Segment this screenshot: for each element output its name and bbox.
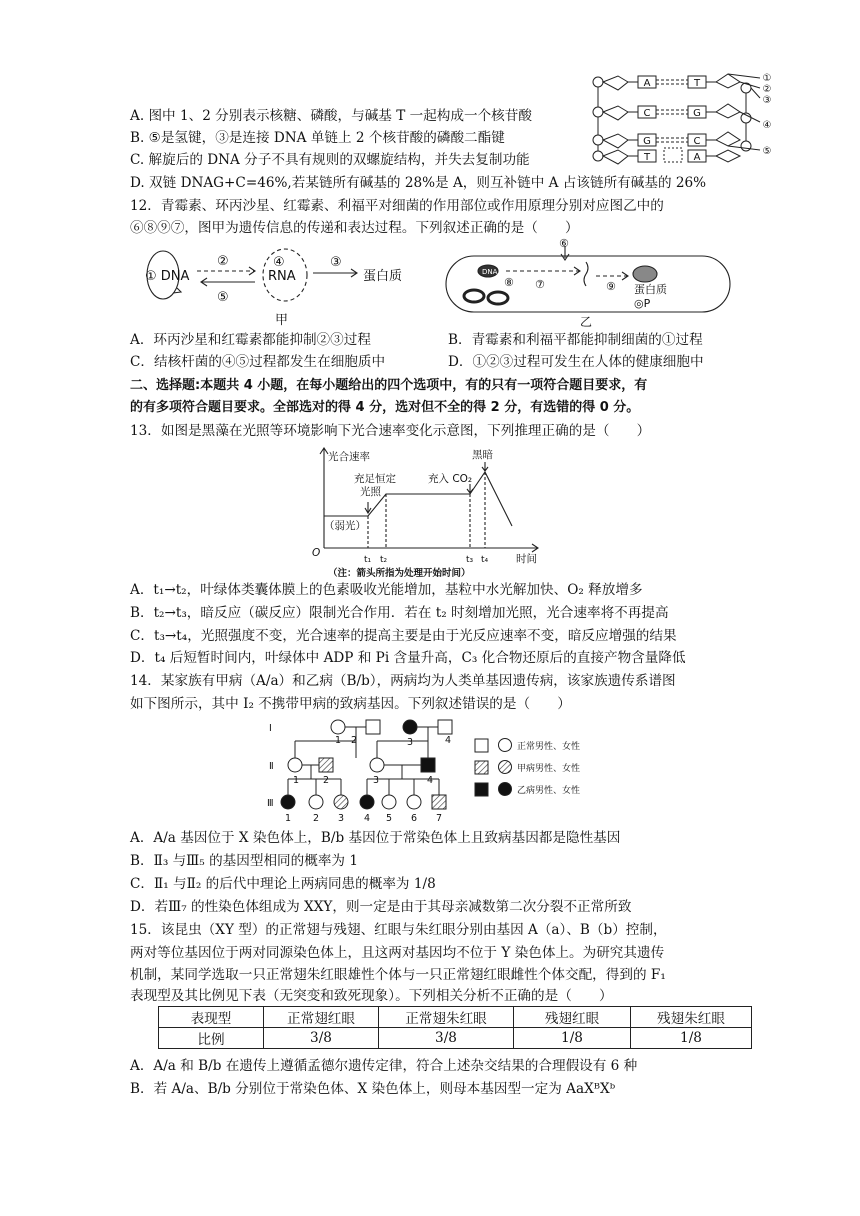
f1-phenotype-table (158, 1006, 752, 1049)
q13-stem: 13．如图是黑藻在光照等环境影响下光合速率变化示意图，下列推理正确的是（ ） (130, 423, 651, 439)
svg-text:⑥: ⑥ (559, 238, 569, 250)
table-cell: 3/8 (379, 1028, 514, 1049)
q15-stem-line1: 15．该昆虫（XY 型）的正常翅与残翅、红眼与朱红眼分别由基因 A（a）、B（b）控制， (130, 922, 667, 938)
svg-text:④: ④ (762, 120, 772, 131)
svg-text:充入 CO₂: 充入 CO₂ (428, 473, 473, 485)
table-header-cell: 表现型 (159, 1007, 264, 1028)
svg-text:1: 1 (293, 775, 300, 786)
q11-option-a: A. 图中 1、2 分别表示核糖、磷酸，与碱基 T 一起构成一个核苷酸 (130, 108, 532, 124)
section-2-instructions-line2: 的有多项符合题目要求。全部选对的得 4 分，选对但不全的得 2 分，有选错的得 0 分。 (130, 400, 640, 415)
q13-option-a: A．t₁→t₂，叶绿体类囊体膜上的色素吸收光能增加，基粒中水光解加快、O₂ 释放增多 (130, 582, 643, 598)
svg-text:Ⅲ: Ⅲ (267, 798, 274, 809)
svg-text:④: ④ (273, 255, 285, 270)
q12-stem-line1: 12．青霉素、环丙沙星、红霉素、利福平对细菌的作用部位或作用原理分别对应图乙中的 (130, 198, 664, 214)
svg-text:1: 1 (285, 813, 292, 824)
table-header-cell: 残翅红眼 (514, 1007, 631, 1028)
svg-text:⑤: ⑤ (217, 290, 229, 305)
svg-text:蛋白质: 蛋白质 (634, 283, 667, 296)
q13-option-d: D．t₄ 后短暂时间内，叶绿体中 ADP 和 Pi 含量升高，C₃ 化合物还原后的直接产物含量降低 (130, 650, 686, 666)
svg-text:T: T (643, 152, 651, 163)
q11-option-d: D. 双链 DNAG+C=46%,若某链所有碱基的 28%是 A，则互补链中 A 占该链所有碱基的 26% (130, 175, 707, 191)
svg-text:C: C (693, 136, 701, 147)
table-cell: 比例 (159, 1028, 264, 1049)
q14-stem-line1: 14．某家族有甲病（A/a）和乙病（B/b），两病均为人类单基因遗传病，该家族遗传系谱图 (130, 673, 676, 689)
dna-structure-figure (588, 70, 774, 170)
central-dogma-figure-jia (135, 238, 435, 328)
svg-text:t₃: t₃ (466, 555, 474, 565)
svg-text:2: 2 (323, 775, 330, 786)
q12-option-c: C．结核杆菌的④⑤过程都发生在细胞质中 (130, 354, 386, 370)
q12-stem-line2: ⑥⑧⑨⑦，图甲为遗传信息的传递和表达过程。下列叙述正确的是（ ） (130, 220, 579, 236)
svg-text:1: 1 (335, 735, 342, 746)
svg-text:◎P: ◎P (634, 297, 651, 310)
table-header-cell: 残翅朱红眼 (631, 1007, 752, 1028)
svg-text:③: ③ (762, 95, 772, 106)
svg-text:光照: 光照 (360, 486, 381, 498)
q12-option-d: D．①②③过程可发生在人体的健康细胞中 (448, 354, 704, 370)
q15-option-a: A．A/a 和 B/b 在遗传上遵循孟德尔遗传定律，符合上述杂交结果的合理假设有 6 种 (130, 1058, 638, 1074)
q13-option-c: C．t₃→t₄，光照强度不变，光合速率的提高主要是由于光反应速率不变，暗反应增强的结果 (130, 628, 677, 644)
svg-text:A: A (693, 152, 701, 163)
q12-option-b: B．青霉素和利福平都能抑制细菌的①过程 (448, 332, 703, 348)
svg-text:4: 4 (427, 775, 434, 786)
table-header-row (159, 1007, 752, 1028)
svg-text:G: G (693, 108, 701, 119)
q14-stem-line2: 如下图所示，其中 I₂ 不携带甲病的致病基因。下列叙述错误的是（ ） (130, 696, 571, 712)
svg-text:DNA: DNA (482, 268, 498, 276)
svg-text:2: 2 (351, 735, 358, 746)
q11-option-c: C. 解旋后的 DNA 分子不具有规则的双螺旋结构，并失去复制功能 (130, 152, 530, 168)
svg-text:②: ② (762, 84, 772, 95)
svg-text:3: 3 (407, 737, 414, 748)
svg-text:t₁: t₁ (364, 555, 372, 565)
svg-text:5: 5 (386, 813, 393, 824)
q15-option-b: B．若 A/a、B/b 分别位于常染色体、X 染色体上，则母本基因型一定为 AaXᴮXᵇ (130, 1081, 616, 1097)
q15-stem-line4: 表现型及其比例见下表（无突变和致死现象）。下列相关分析不正确的是（ ） (130, 988, 613, 1004)
svg-text:t₄: t₄ (481, 555, 489, 565)
q14-option-a: A．A/a 基因位于 X 染色体上，B/b 基因位于常染色体上且致病基因都是隐性基因 (130, 830, 621, 846)
svg-text:G: G (643, 136, 651, 147)
svg-text:③: ③ (330, 255, 342, 270)
q11-option-b: B. ⑤是氢键，③是连接 DNA 单链上 2 个核苷酸的磷酸二酯键 (130, 130, 505, 146)
svg-text:3: 3 (338, 813, 345, 824)
svg-text:C: C (643, 108, 651, 119)
svg-text:7: 7 (436, 813, 443, 824)
svg-text:A: A (643, 78, 651, 89)
q13-option-b: B．t₂→t₃，暗反应（碳反应）限制光合作用．若在 t₂ 时刻增加光照，光合速率将不再提高 (130, 605, 669, 621)
svg-text:6: 6 (411, 813, 418, 824)
q15-stem-line2: 两对等位基因位于两对同源染色体上，且这两对基因均不位于 Y 染色体上。为研究其遗传 (130, 945, 665, 961)
pedigree-chart (265, 715, 595, 825)
svg-text:Ⅱ: Ⅱ (269, 761, 274, 772)
svg-text:2: 2 (313, 813, 320, 824)
svg-text:（弱光）: （弱光） (324, 520, 366, 532)
svg-text:t₂: t₂ (380, 555, 388, 565)
svg-text:⑤: ⑤ (762, 146, 772, 157)
svg-text:T: T (693, 78, 701, 89)
q12-option-a: A．环丙沙星和红霉素都能抑制②③过程 (130, 332, 371, 348)
svg-text:⑨: ⑨ (606, 280, 616, 293)
svg-text:4: 4 (445, 735, 452, 746)
svg-text:正常男性、女性: 正常男性、女性 (517, 742, 581, 752)
table-header-cell: 正常翅红眼 (264, 1007, 379, 1028)
svg-text:黑暗: 黑暗 (472, 449, 493, 461)
svg-text:光合速率: 光合速率 (328, 451, 370, 463)
svg-text:时间: 时间 (516, 553, 537, 565)
photosynthesis-rate-chart (310, 444, 550, 580)
svg-text:⑦: ⑦ (535, 278, 545, 291)
q14-option-b: B．Ⅱ₃ 与Ⅲ₅ 的基因型相同的概率为 1 (130, 853, 358, 869)
table-cell: 1/8 (631, 1028, 752, 1049)
bacterium-figure-yi (440, 238, 740, 328)
table-row (159, 1028, 752, 1049)
table-cell: 3/8 (264, 1028, 379, 1049)
q14-option-c: C．Ⅱ₁ 与Ⅱ₂ 的后代中理论上两病同患的概率为 1/8 (130, 876, 436, 892)
svg-text:乙病男性、女性: 乙病男性、女性 (517, 786, 581, 796)
svg-text:⑧: ⑧ (504, 276, 514, 289)
section-2-instructions-line1: 二、选择题:本题共 4 小题，在每小题给出的四个选项中，有的只有一项符合题目要求，有 (130, 378, 648, 393)
svg-text:蛋白质: 蛋白质 (363, 269, 403, 284)
svg-text:4: 4 (364, 813, 371, 824)
svg-text:（注：箭头所指为处理开始时间）: （注：箭头所指为处理开始时间） (328, 568, 471, 579)
svg-text:甲病男性、女性: 甲病男性、女性 (517, 764, 581, 774)
svg-text:① DNA: ① DNA (145, 269, 190, 284)
svg-text:①: ① (762, 73, 772, 84)
svg-text:乙: 乙 (580, 315, 593, 328)
table-cell: 1/8 (514, 1028, 631, 1049)
svg-text:Ⅰ: Ⅰ (269, 723, 272, 734)
svg-text:充足恒定: 充足恒定 (354, 473, 396, 485)
svg-text:3: 3 (373, 775, 380, 786)
svg-text:甲: 甲 (275, 313, 289, 328)
svg-text:O: O (312, 547, 321, 559)
svg-text:RNA: RNA (268, 269, 296, 284)
svg-text:②: ② (217, 254, 229, 269)
q14-option-d: D．若Ⅲ₇ 的性染色体组成为 XXY，则一定是由于其母亲减数第二次分裂不正常所致 (130, 899, 632, 915)
q15-stem-line3: 机制，某同学选取一只正常翅朱红眼雄性个体与一只正常翅红眼雌性个体交配，得到的 F₁ (130, 967, 666, 983)
table-header-cell: 正常翅朱红眼 (379, 1007, 514, 1028)
